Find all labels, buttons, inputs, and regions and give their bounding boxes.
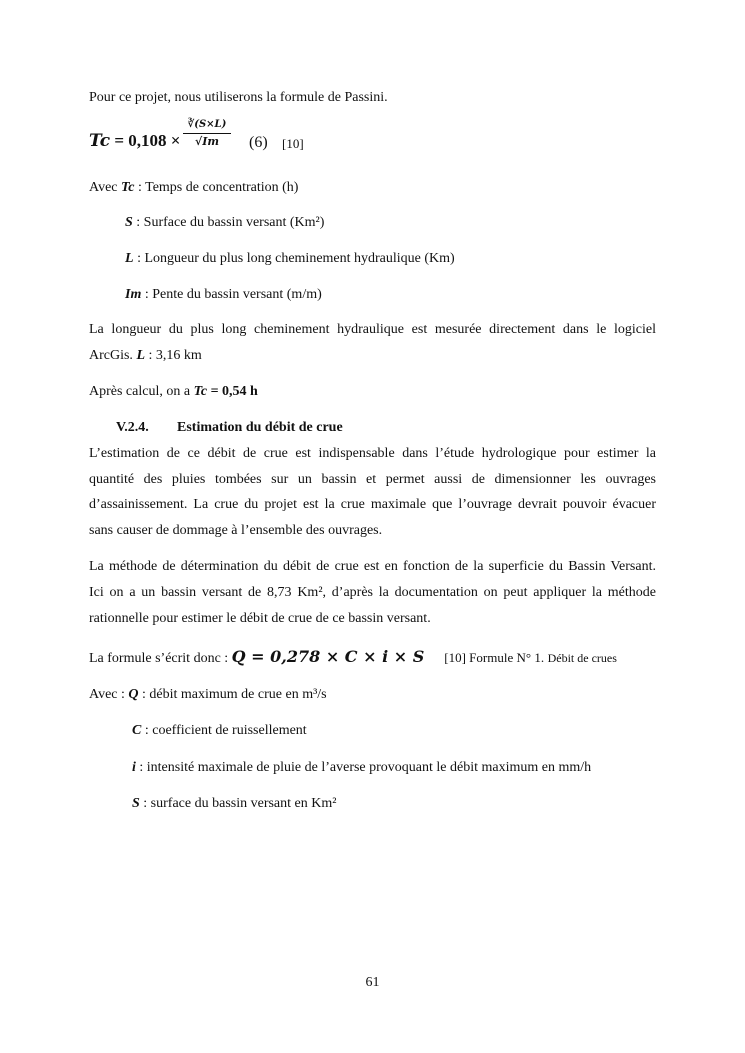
definition-text: : Pente du bassin versant (m/m) (141, 287, 322, 302)
symbol-c: C (132, 723, 142, 738)
definition-text: : coefficient de ruissellement (141, 723, 307, 738)
paragraph-methode-line: La méthode de détermination du débit de crue est en fonction de la superficie du Bassin Versant. (89, 559, 656, 574)
formula-tc-denominator: √Im (194, 135, 219, 148)
symbol-q: Q (128, 687, 139, 702)
formula-q (89, 648, 617, 668)
definition-text: : surface du bassin versant en Km² (139, 796, 337, 811)
symbol-tc: Tc (193, 384, 208, 399)
formula-q-caption: Débit de crues (547, 651, 617, 665)
definition-q (89, 686, 327, 704)
definition-text: : débit maximum de crue en m³/s (138, 687, 327, 702)
result-value: = 0,54 h (207, 384, 258, 399)
paragraph-estimation-line: L’estimation de ce débit de crue est indispensable dans l’étude hydrologique pour estimer la (89, 446, 656, 461)
definition-text: : Longueur du plus long cheminement hydraulique (Km) (133, 251, 455, 266)
symbol-tc: Tc (121, 180, 135, 195)
formula-tc-numerator: ∛(S×L) (187, 119, 227, 130)
symbol-s: S (125, 215, 133, 230)
definition-i (132, 759, 591, 777)
definition-tc (89, 179, 298, 197)
paragraph-methode-line: rationnelle pour estimer le débit de crue de ce bassin versant. (89, 611, 431, 626)
symbol-s: S (132, 796, 140, 811)
paragraph-longueur-line1: La longueur du plus long cheminement hydraulique est mesurée directement dans le logiciel (89, 322, 656, 337)
section-title: Estimation du débit de crue (177, 420, 343, 435)
symbol-im: Im (125, 287, 142, 302)
formula-tc-fraction (183, 118, 231, 149)
paragraph-longueur-line2 (89, 347, 202, 365)
formula-tc-lhs: Tc (89, 131, 111, 151)
page-number: 61 (365, 975, 380, 990)
paragraph-estimation-line: quantité des pluies tombées sur un bassin et permet aussi de dimensionner les ouvrages (89, 472, 656, 487)
definition-text: : Temps de concentration (h) (134, 180, 299, 195)
symbol-l: L (136, 348, 145, 363)
fraction-bar (183, 133, 231, 134)
formula-q-ref: [10] Formule N° 1. (444, 650, 545, 665)
formula-tc-number: (6) (249, 134, 268, 151)
text: : 3,16 km (145, 348, 202, 363)
formula-q-expression: Q = 0,278 × C × i × S (231, 647, 425, 666)
document-page (89, 0, 656, 1053)
formula-q-lead: La formule s’écrit donc : (89, 651, 232, 666)
definition-lead: Avec : (89, 687, 129, 702)
intro-text: Pour ce projet, nous utiliserons la formule de Passini. (89, 90, 388, 105)
paragraph-estimation-line: d’assainissement. La crue du projet est la crue maximale que l’ouvrage devrait pouvoir évacuer (89, 497, 656, 512)
formula-tc-eq: = 0,108 × (110, 131, 181, 150)
paragraph-methode-line: Ici on a un bassin versant de 8,73 Km², d’après la documentation on peut appliquer la méthode (89, 585, 656, 600)
definition-text: : intensité maximale de pluie de l’averse provoquant le débit maximum en mm/h (135, 760, 592, 775)
result-tc (89, 383, 258, 401)
definition-l (125, 250, 455, 268)
definition-lead: Avec (89, 180, 121, 195)
formula-tc (89, 118, 389, 162)
definition-s (125, 214, 324, 232)
result-text: Après calcul, on a (89, 384, 194, 399)
section-heading (116, 419, 343, 437)
definition-im (125, 286, 322, 304)
text: ArcGis. (89, 348, 137, 363)
definition-c (132, 722, 307, 740)
section-number: V.2.4. (116, 420, 149, 435)
symbol-i: i (132, 760, 136, 775)
symbol-l: L (125, 251, 134, 266)
formula-tc-ref: [10] (282, 136, 304, 151)
paragraph-estimation-line: sans causer de dommage à l’ensemble des ouvrages. (89, 523, 383, 538)
definition-s-km (132, 795, 336, 813)
definition-text: : Surface du bassin versant (Km²) (132, 215, 325, 230)
